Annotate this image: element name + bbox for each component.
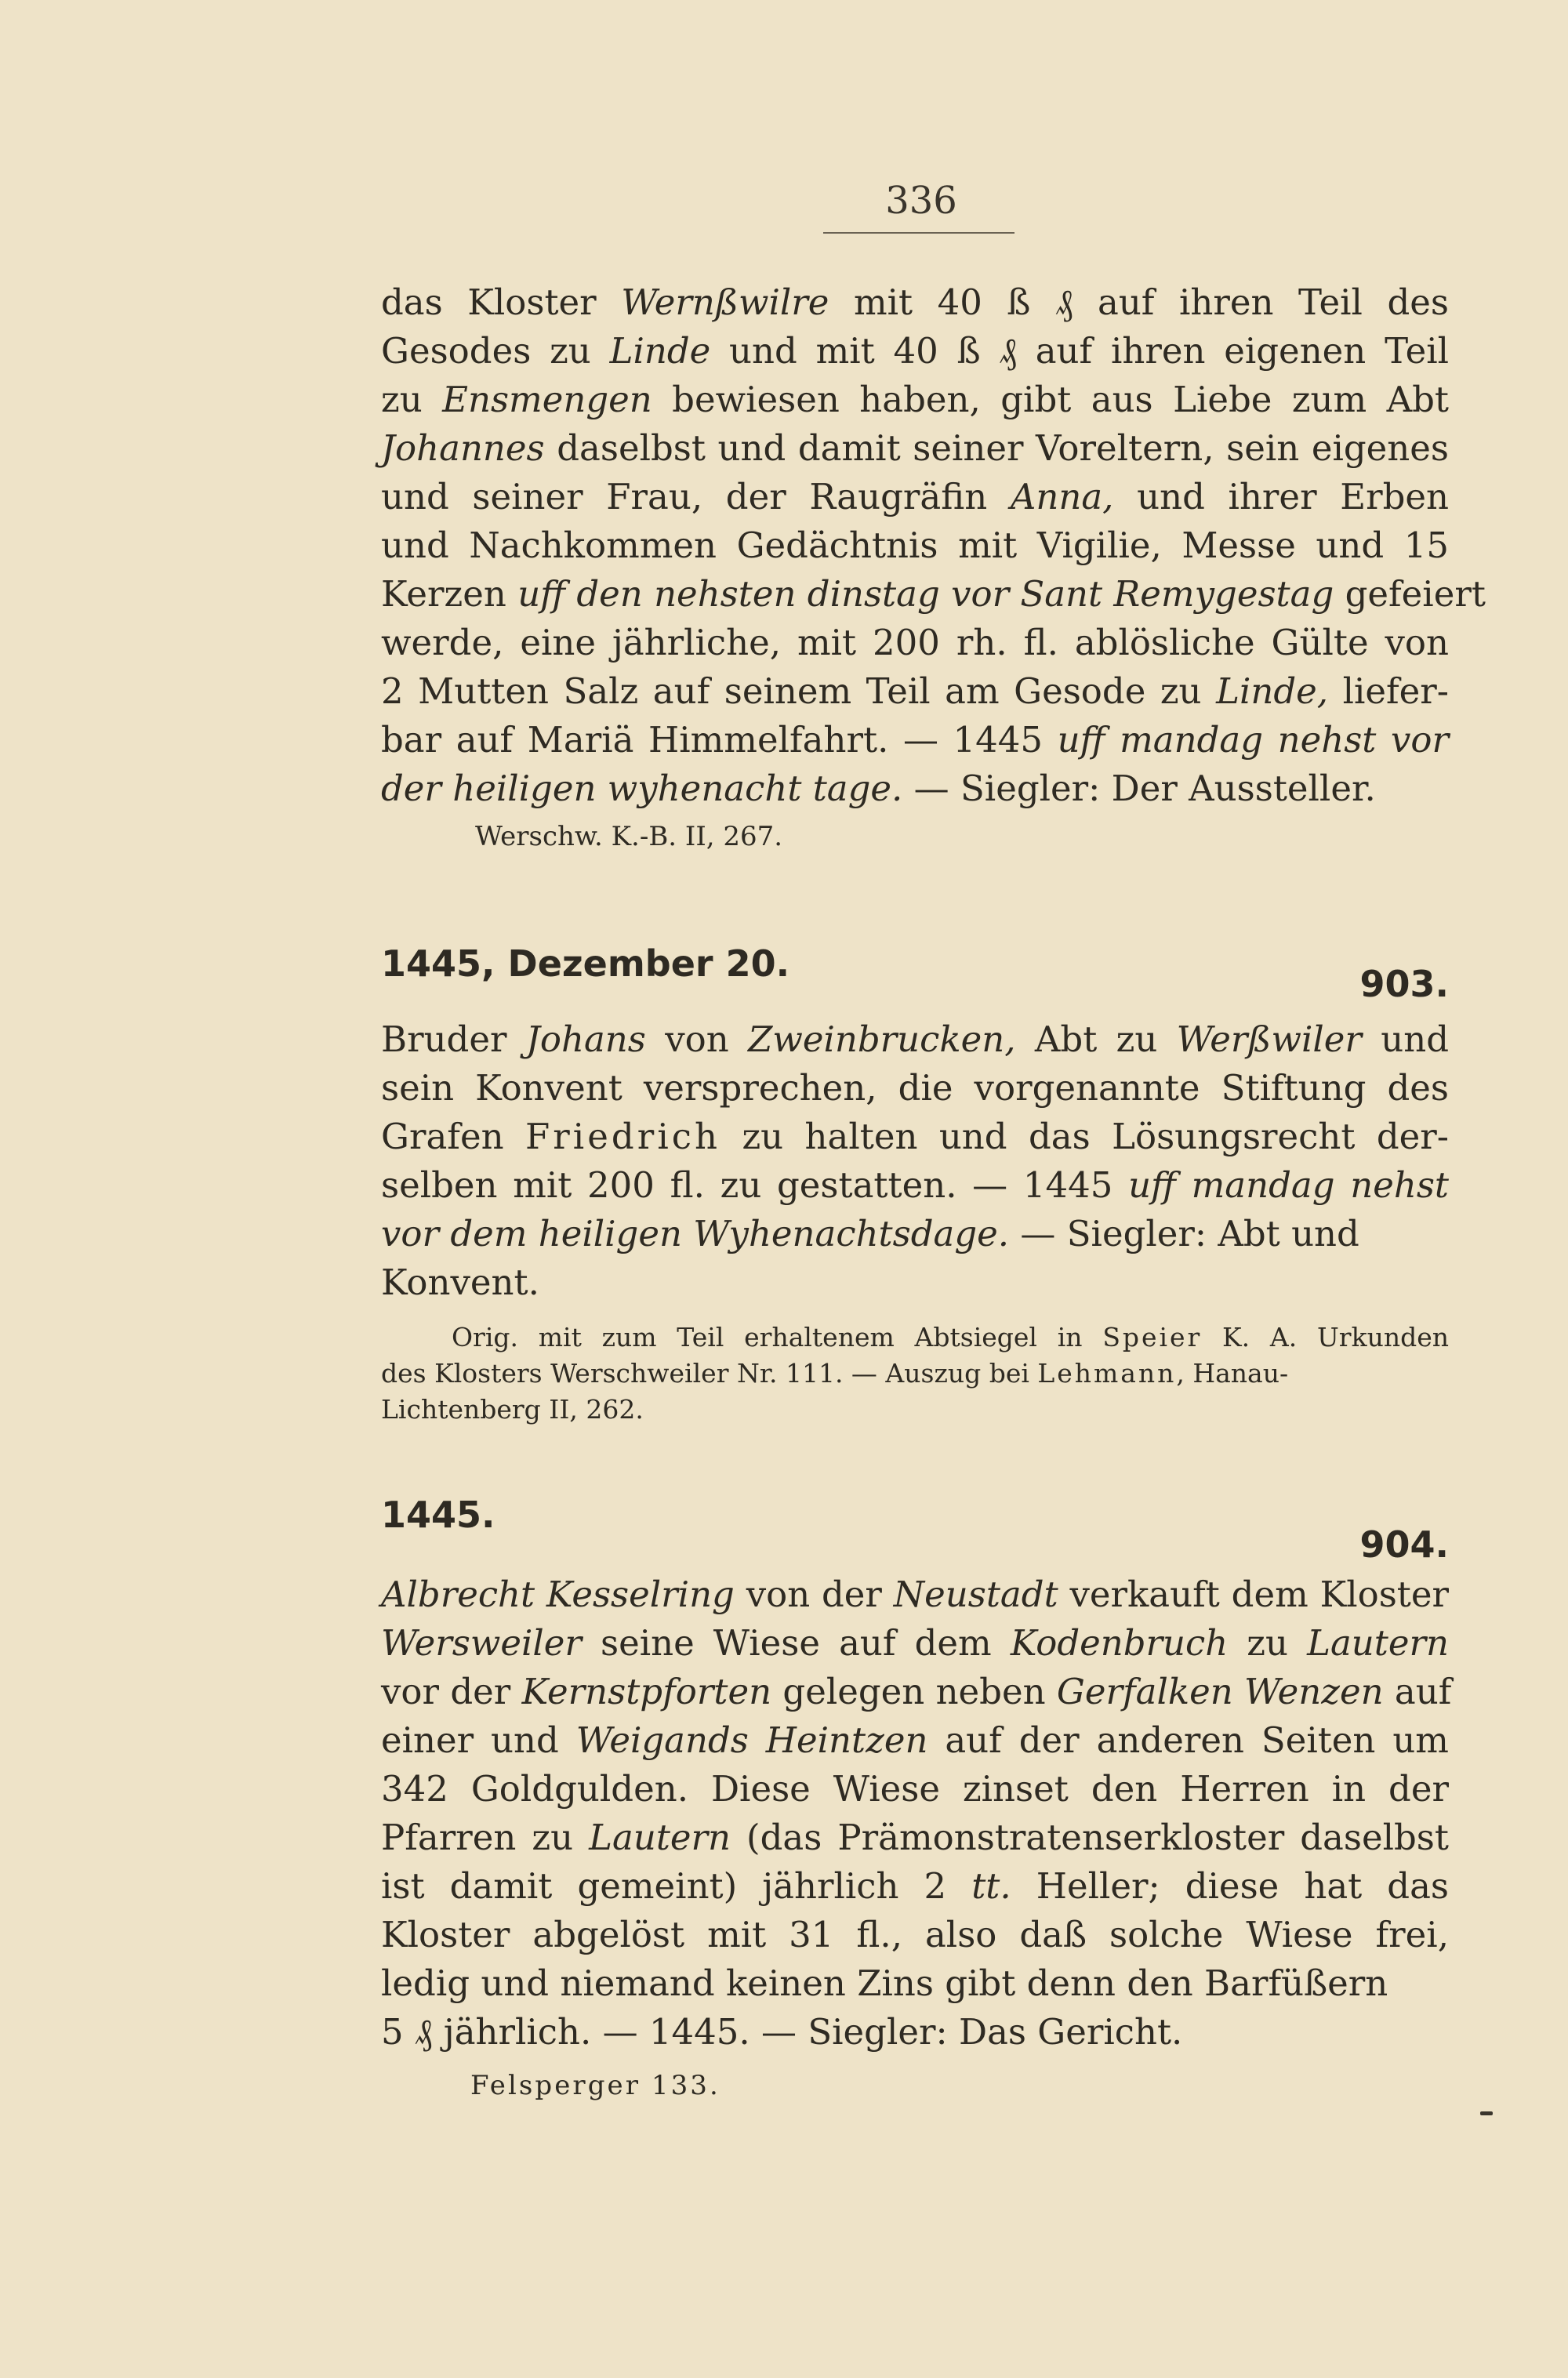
text-segment: — Siegler: Abt und (1009, 1213, 1359, 1254)
text-segment: bewiesen haben, gibt aus Liebe zum Abt (652, 379, 1450, 420)
text-segment: 2 Mutten Salz auf seinem Teil am Gesode zu (381, 670, 1217, 712)
italic-text: uff den nehsten dinstag vor Sant Remygestag (517, 573, 1334, 615)
text-segment: Orig. mit zum Teil erhaltenem Abtsiegel in (452, 1322, 1103, 1352)
text-segment: Heller; diese hat das (1011, 1865, 1449, 1907)
text-segment: gelegen neben (771, 1671, 1057, 1712)
italic-text: Gerfalken Wenzen (1056, 1671, 1384, 1712)
text-segment: zu halten und das Lösungsrecht der- (720, 1116, 1449, 1157)
italic-text: Johans (525, 1018, 646, 1060)
text-segment: und ihrer Erben (1113, 476, 1449, 517)
italic-text: Lautern (1307, 1622, 1449, 1664)
text-line (381, 1258, 1449, 1307)
entry-904-source: Felsperger 133. (470, 2070, 720, 2101)
italic-text: Zweinbrucken, (748, 1018, 1016, 1060)
text-segment: mit 40 ß ₰ auf ihren Teil des (829, 281, 1449, 323)
text-line (381, 1911, 1449, 1959)
text-segment: das Kloster (381, 281, 622, 323)
text-segment: und (1361, 1018, 1449, 1060)
text-segment: des Klosters Werschweiler Nr. 111. — Auszug bei (381, 1358, 1038, 1389)
text-line (381, 1570, 1449, 1619)
text-segment: ledig und niemand keinen Zins gibt denn den Barfüßern (381, 1962, 1388, 2004)
italic-text: Lautern (589, 1817, 731, 1858)
text-segment: zu (381, 379, 443, 420)
italic-text: tt. (971, 1865, 1011, 1907)
entry-903-note (381, 1320, 1449, 1428)
text-line (381, 570, 1486, 619)
text-line (381, 1320, 1449, 1356)
text-line (381, 327, 1449, 376)
source-note-cont: Werschw. K.-B. II, 267. (475, 821, 783, 852)
italic-text: Albrecht Kesselring (381, 1574, 735, 1615)
text-line (381, 1161, 1449, 1210)
text-line (381, 424, 1449, 473)
italic-text: Linde, (1216, 670, 1329, 712)
italic-text: vor dem heiligen Wyhenachtsdage. (381, 1213, 1010, 1254)
italic-text: Wernßwilre (621, 281, 829, 323)
text-line (381, 764, 1449, 813)
text-segment: K. A. Urkunden (1202, 1322, 1449, 1352)
entry-903-text (381, 1015, 1449, 1307)
text-segment: und Nachkommen Gedächtnis mit Vigilie, Messe und 15 (381, 525, 1449, 566)
entry-904-number: 904. (1359, 1523, 1449, 1566)
text-line (381, 1392, 1449, 1428)
italic-text: Neustadt (893, 1574, 1058, 1615)
text-segment: gefeiert (1334, 573, 1486, 615)
text-segment: Grafen (381, 1116, 525, 1157)
text-line (381, 1064, 1449, 1113)
text-segment: ist damit gemeint) jährlich 2 (381, 1865, 972, 1907)
text-segment: — Siegler: Der Aussteller. (902, 768, 1376, 809)
entry-903-heading (381, 942, 1449, 1005)
italic-text: Werßwiler (1176, 1018, 1362, 1060)
text-segment: verkauft dem Kloster (1058, 1574, 1450, 1615)
spaced-name: Speier (1102, 1322, 1203, 1352)
italic-text: uff mandag nehst (1128, 1164, 1449, 1206)
text-segment: sein Konvent versprechen, die vorgenannte Stiftung des (381, 1067, 1449, 1109)
page-number-rule (823, 232, 1014, 234)
text-line (381, 1668, 1452, 1716)
text-line (381, 1765, 1449, 1813)
text-segment: von der (734, 1574, 894, 1615)
italic-text: Johannes (381, 427, 545, 469)
spaced-name: Friedrich (524, 1116, 721, 1157)
text-segment: , Hanau- (1176, 1358, 1289, 1389)
text-segment: liefer- (1328, 670, 1449, 712)
text-line (381, 1113, 1449, 1161)
entry-903-number: 903. (1359, 963, 1449, 1005)
text-segment: und mit 40 ß ₰ auf ihren eigenen Teil (710, 330, 1450, 372)
text-segment: bar auf Mariä Himmelfahrt. — 1445 (381, 719, 1058, 761)
paragraph-continued (381, 278, 1486, 813)
text-segment: zu (1228, 1622, 1308, 1664)
spaced-name: Lehmann (1037, 1358, 1177, 1389)
text-segment: daselbst und damit seiner Voreltern, sein eigenes (544, 427, 1449, 469)
italic-text: der heiligen wyhenacht tage. (381, 768, 903, 809)
text-line (381, 1356, 1449, 1392)
margin-mark (1480, 2111, 1493, 2115)
text-line (381, 473, 1449, 521)
italic-text: Weigands Heintzen (575, 1719, 928, 1761)
text-line (381, 1619, 1449, 1668)
text-segment: 342 Goldgulden. Diese Wiese zinset den Herren in der (381, 1768, 1449, 1810)
text-segment: auf der anderen Seiten um (927, 1719, 1449, 1761)
text-line (381, 1716, 1449, 1765)
text-segment: Pfarren zu (381, 1817, 590, 1858)
text-segment: Kloster abgelöst mit 31 fl., also daß solche Wiese frei, (381, 1914, 1449, 1955)
text-line (381, 667, 1449, 716)
text-segment: Konvent. (381, 1262, 539, 1303)
italic-text: Kodenbruch (1010, 1622, 1229, 1664)
text-line (381, 376, 1449, 424)
entry-903-date: 1445, Dezember 20. (381, 942, 790, 985)
text-segment: vor der (381, 1671, 522, 1712)
text-segment: auf (1383, 1671, 1452, 1712)
text-segment: Lichtenberg II, 262. (381, 1394, 644, 1425)
text-segment: Bruder (381, 1018, 526, 1060)
text-line (381, 521, 1449, 570)
italic-text: uff mandag nehst vor (1057, 719, 1449, 761)
text-segment: (das Prämonstratenserkloster daselbst (731, 1817, 1449, 1858)
text-line (381, 716, 1449, 764)
text-segment: 5 ₰ jährlich. — 1445. — Siegler: Das Gericht. (381, 2011, 1183, 2053)
page-number: 336 (885, 179, 957, 223)
text-line (381, 2008, 1449, 2057)
text-segment: Abt zu (1015, 1018, 1177, 1060)
italic-text: Anna, (1010, 476, 1114, 517)
text-line (381, 1015, 1449, 1064)
text-line (381, 278, 1449, 327)
text-segment: einer und (381, 1719, 576, 1761)
text-line (381, 1210, 1449, 1258)
text-segment: seine Wiese auf dem (581, 1622, 1011, 1664)
text-line (381, 1959, 1449, 2008)
text-line (381, 1862, 1449, 1911)
text-segment: und seiner Frau, der Raugräfin (381, 476, 1011, 517)
text-segment: selben mit 200 fl. zu gestatten. — 1445 (381, 1164, 1129, 1206)
text-segment: von (645, 1018, 749, 1060)
italic-text: Linde (609, 330, 711, 372)
italic-text: Ensmengen (442, 379, 652, 420)
text-line (381, 619, 1449, 667)
text-line (381, 1813, 1449, 1862)
entry-904-date: 1445. (381, 1494, 495, 1536)
text-segment: Gesodes zu (381, 330, 610, 372)
text-segment: Kerzen (381, 573, 518, 615)
entry-904-text (381, 1570, 1452, 2057)
italic-text: Kernstpforten (521, 1671, 772, 1712)
italic-text: Wersweiler (381, 1622, 582, 1664)
entry-904-heading (381, 1494, 1449, 1566)
text-segment: werde, eine jährliche, mit 200 rh. fl. ablösliche Gülte von (381, 622, 1449, 663)
